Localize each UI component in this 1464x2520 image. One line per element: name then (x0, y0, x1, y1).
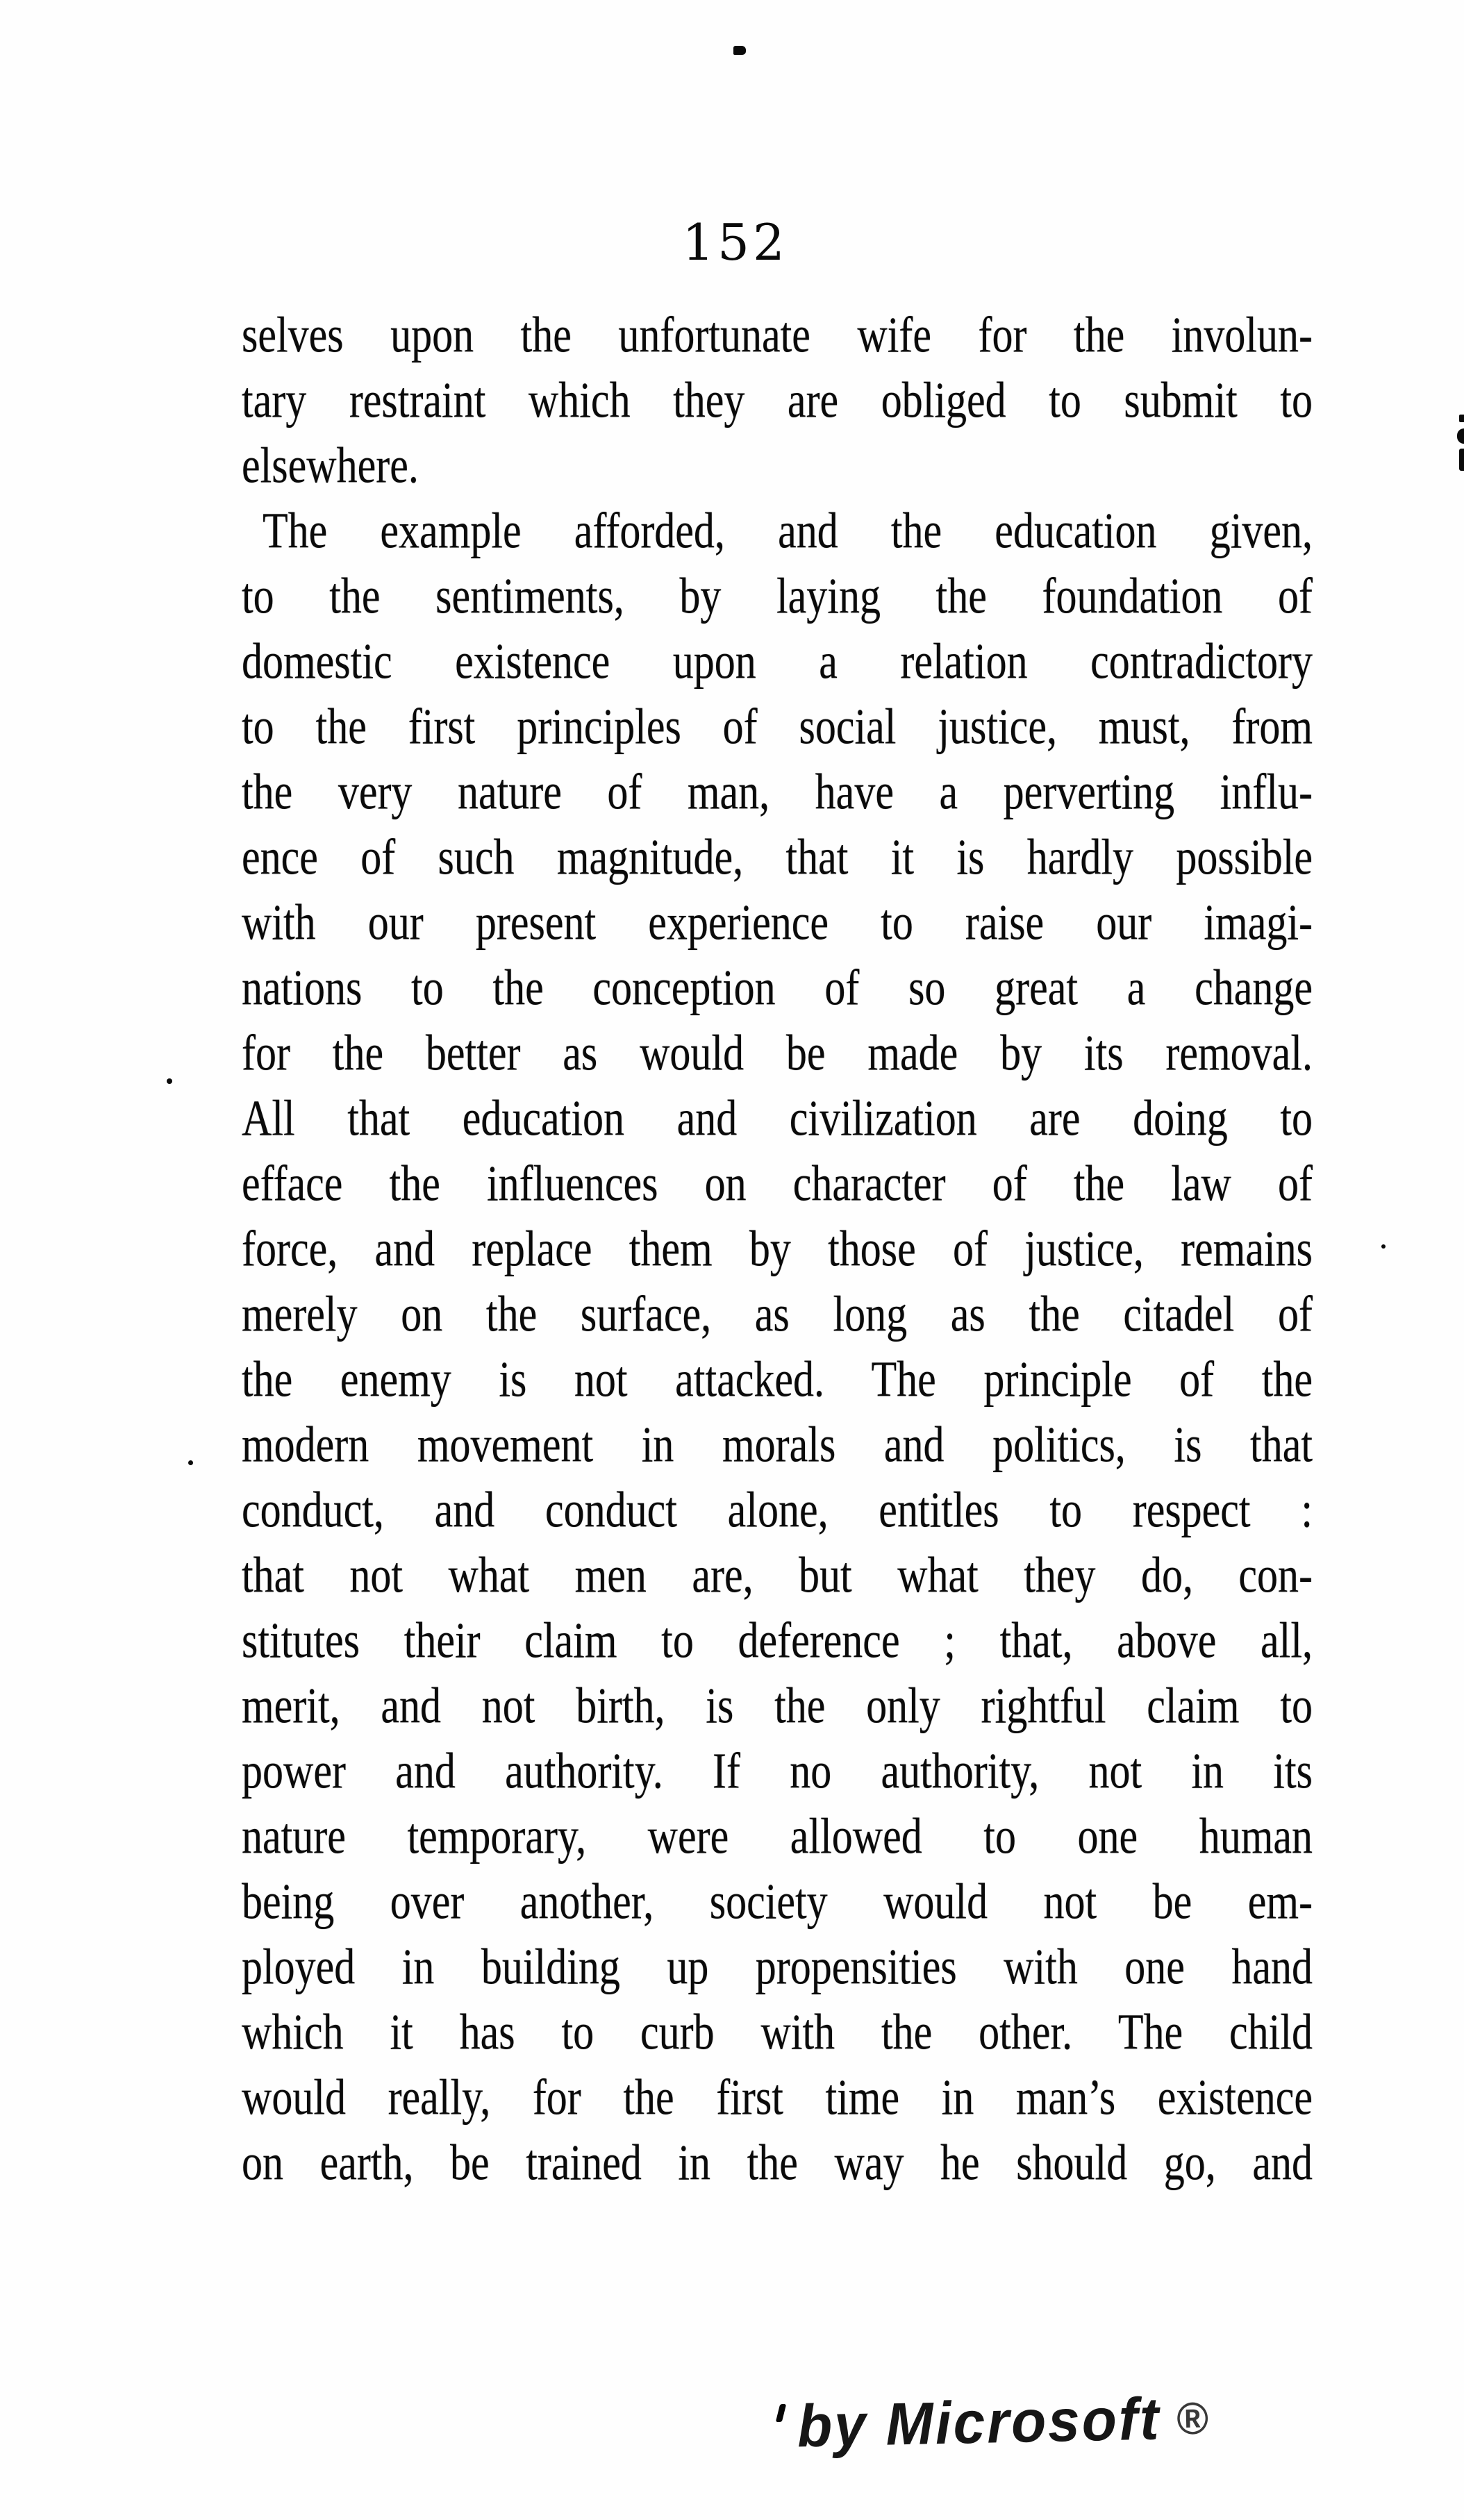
text-line: on earth, be trained in the way he should go, and (242, 2134, 1313, 2191)
text-line: modern movement in morals and politics, is that (242, 1416, 1313, 1473)
text-line: conduct, and conduct alone, entitles to respect : (242, 1481, 1313, 1538)
text-line: tary restraint which they are obliged to submit to (242, 372, 1313, 428)
text-line: would really, for the first time in man’s existence (242, 2069, 1313, 2126)
digitization-watermark (797, 2384, 1208, 2461)
text-line: power and authority. If no authority, not in its (242, 1742, 1313, 1799)
text-line: force, and replace them by those of justice, remains (242, 1220, 1313, 1277)
margin-dot (1381, 1244, 1386, 1249)
text-line: domestic existence upon a relation contradictory (242, 633, 1313, 690)
text-line: ence of such magnitude, that it is hardly possible (242, 828, 1313, 885)
ink-speck (733, 46, 746, 55)
text-line: efface the influences on character of the law of (242, 1155, 1313, 1212)
text-line: being over another, society would not be em- (242, 1873, 1313, 1930)
page-edge-mark (1457, 428, 1464, 444)
text-line: merely on the surface, as long as the citadel of (242, 1285, 1313, 1342)
text-line: All that education and civilization are doing to (242, 1090, 1313, 1146)
text-line: The example afforded, and the education given, (263, 502, 1313, 559)
text-line: which it has to curb with the other. The child (242, 2003, 1313, 2060)
body-text-block (242, 302, 1313, 2195)
text-line: ployed in building up propensities with one hand (242, 1938, 1313, 1995)
text-line: nature temporary, were allowed to one human (242, 1808, 1313, 1864)
page-number: 152 (682, 213, 788, 272)
text-line: the very nature of man, have a perverting influ- (242, 763, 1313, 820)
registered-trademark-icon: ® (1175, 2393, 1208, 2445)
text-line: to the sentiments, by laying the foundation of (242, 567, 1313, 624)
text-line: merit, and not birth, is the only rightful claim to (242, 1677, 1313, 1734)
text-line: selves upon the unfortunate wife for the involun- (242, 306, 1313, 363)
page-edge-mark (1459, 415, 1464, 422)
text-line: that not what men are, but what they do, con- (242, 1546, 1313, 1603)
text-line: to the first principles of social justice, must, from (242, 698, 1313, 755)
margin-dot (167, 1078, 172, 1084)
text-line: stitutes their claim to deference ; that, above all, (242, 1612, 1313, 1669)
ink-tick-mark (776, 2404, 786, 2422)
text-line: the enemy is not attacked. The principle of the (242, 1351, 1313, 1408)
margin-dot (188, 1460, 193, 1465)
text-line: elsewhere. (242, 437, 419, 494)
text-line: with our present experience to raise our imagi- (242, 894, 1313, 951)
watermark-text: by Microsoft (796, 2385, 1162, 2460)
text-line: nations to the conception of so great a change (242, 959, 1313, 1016)
text-line: for the better as would be made by its removal. (242, 1024, 1313, 1081)
page-edge-mark (1459, 449, 1464, 471)
